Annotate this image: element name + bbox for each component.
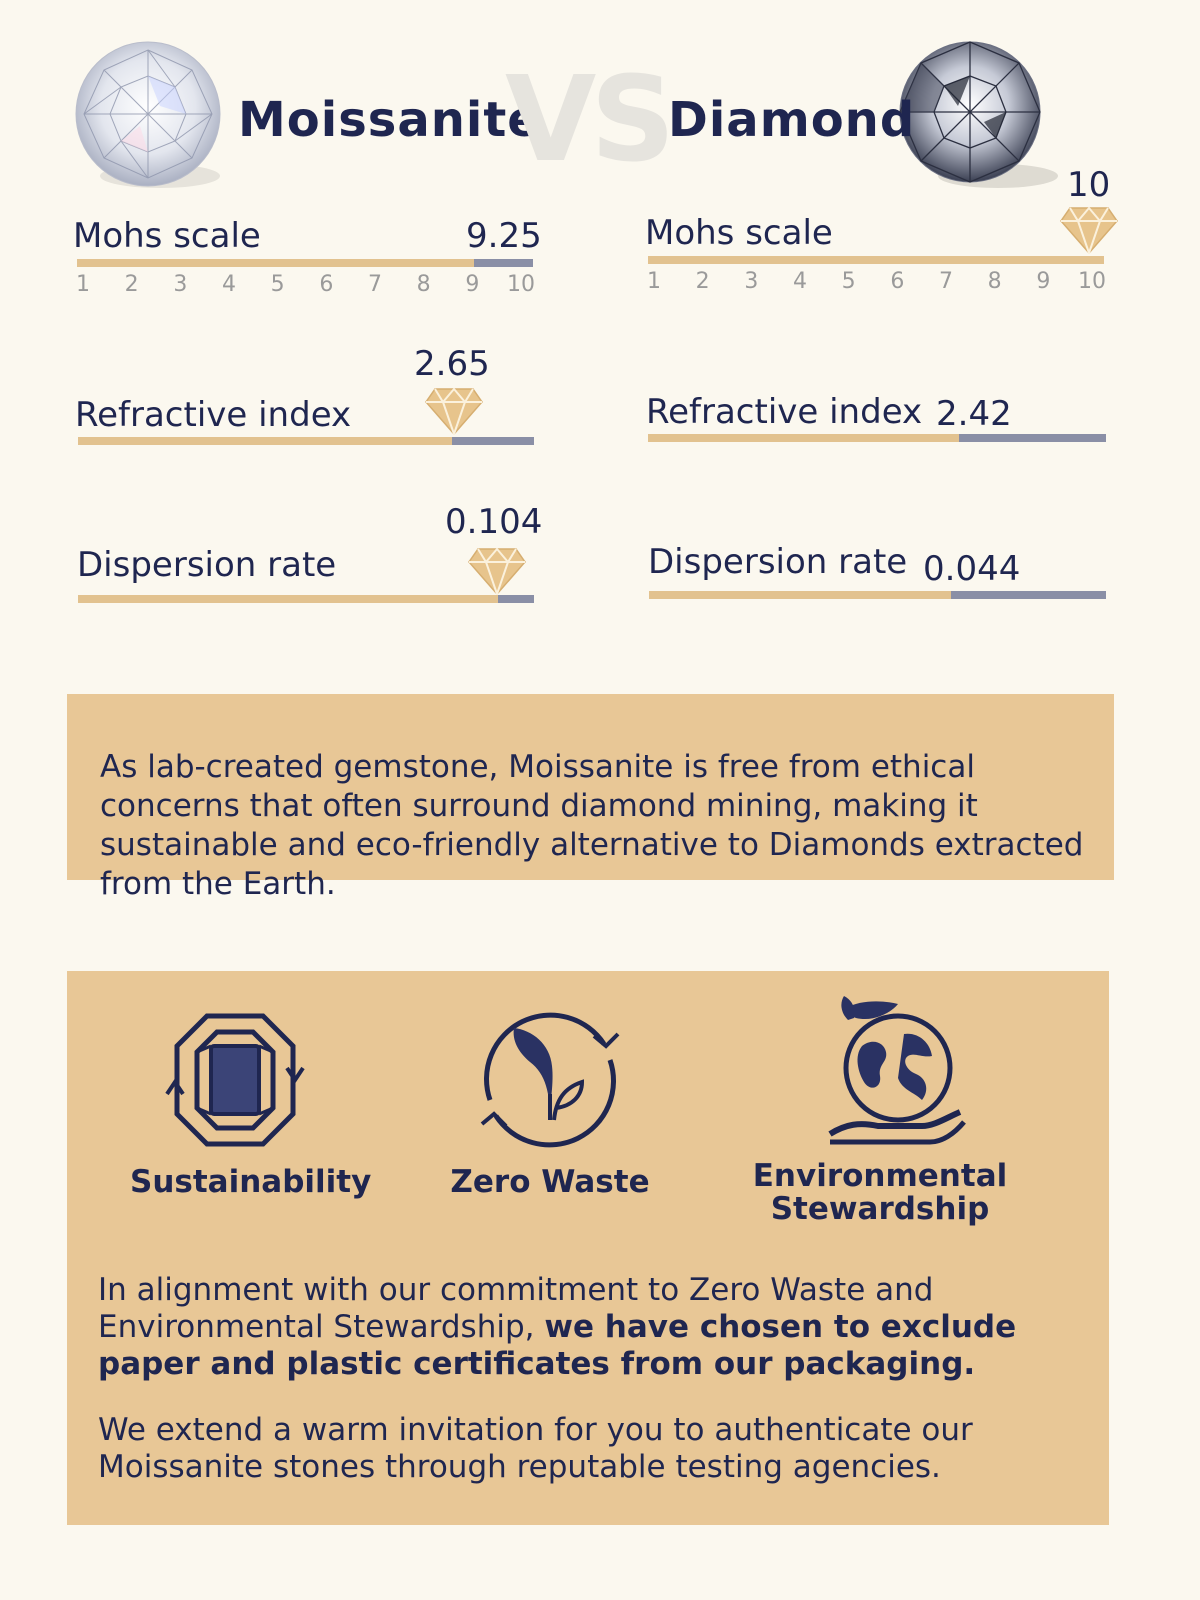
moissanite-dispersion-bar-fill bbox=[78, 595, 498, 603]
diamond-dispersion-label: Dispersion rate bbox=[648, 542, 908, 582]
moissanite-mohs-label: Mohs scale bbox=[73, 216, 261, 256]
diamond-mohs-bar-fill bbox=[648, 256, 1104, 264]
moissanite-refractive-bar bbox=[78, 437, 534, 445]
moissanite-mohs-bar bbox=[77, 259, 533, 267]
moissanite-gem-image bbox=[70, 36, 230, 196]
moissanite-mohs-tick-6: 6 bbox=[319, 272, 334, 297]
diamond-title: Diamond bbox=[668, 92, 916, 148]
leaf-recycle-icon bbox=[470, 1004, 630, 1156]
diamond-mohs-value: 10 bbox=[1067, 165, 1111, 205]
vs-watermark: VS bbox=[505, 50, 670, 188]
moissanite-dispersion-diamond-marker-icon bbox=[468, 547, 526, 595]
diamond-refractive-value: 2.42 bbox=[936, 394, 1012, 434]
diamond-mohs-label: Mohs scale bbox=[645, 213, 833, 253]
moissanite-refractive-diamond-marker-icon bbox=[425, 387, 483, 435]
moissanite-refractive-value: 2.65 bbox=[414, 344, 490, 384]
feature-label-environmental-stewardship: Environmental Stewardship bbox=[752, 1158, 1008, 1227]
moissanite-refractive-bar-fill bbox=[78, 437, 452, 445]
moissanite-mohs-tick-4: 4 bbox=[222, 272, 236, 297]
moissanite-mohs-tick-5: 5 bbox=[270, 272, 285, 297]
globe-hand-leaf-icon bbox=[826, 994, 966, 1146]
diamond-dispersion-bar bbox=[649, 591, 1106, 599]
diamond-mohs-tick-4: 4 bbox=[793, 269, 807, 294]
feature-label-sustainability: Sustainability bbox=[130, 1164, 372, 1200]
invitation-paragraph: We extend a warm invitation for you to authenticate our Moissanite stones through reputable testing agencies. bbox=[98, 1412, 973, 1485]
moissanite-title: Moissanite bbox=[238, 92, 541, 148]
diamond-mohs-tick-2: 2 bbox=[695, 269, 710, 294]
diamond-mohs-tick-10: 10 bbox=[1078, 269, 1106, 294]
diamond-mohs-tick-7: 7 bbox=[939, 269, 953, 294]
moissanite-dispersion-value: 0.104 bbox=[445, 502, 543, 542]
diamond-mohs-bar bbox=[648, 256, 1104, 264]
moissanite-mohs-bar-fill bbox=[77, 259, 474, 267]
moissanite-mohs-tick-7: 7 bbox=[368, 272, 382, 297]
moissanite-mohs-value: 9.25 bbox=[466, 216, 542, 256]
moissanite-mohs-tick-8: 8 bbox=[416, 272, 431, 297]
moissanite-mohs-tick-1: 1 bbox=[76, 272, 90, 297]
diamond-dispersion-bar-fill bbox=[649, 591, 951, 599]
diamond-refractive-bar bbox=[648, 434, 1106, 442]
diamond-mohs-tick-8: 8 bbox=[987, 269, 1002, 294]
moissanite-mohs-tick-9: 9 bbox=[465, 272, 480, 297]
moissanite-mohs-tick-10: 10 bbox=[507, 272, 535, 297]
moissanite-mohs-tick-2: 2 bbox=[124, 272, 139, 297]
diamond-mohs-tick-6: 6 bbox=[890, 269, 905, 294]
emerald-gem-cycle-icon bbox=[165, 1012, 305, 1148]
moissanite-refractive-label: Refractive index bbox=[75, 395, 352, 435]
moissanite-mohs-scale-ticks bbox=[77, 272, 533, 298]
diamond-mohs-tick-9: 9 bbox=[1036, 269, 1051, 294]
diamond-refractive-label: Refractive index bbox=[646, 392, 923, 432]
ethics-note-text: As lab-created gemstone, Moissanite is free from ethical concerns that often surround diamond mining, making it sustainable and eco-friendly alternative to Diamonds extracted from the Earth. bbox=[100, 749, 1084, 902]
commitment-paragraph: In alignment with our commitment to Zero Waste and Environmental Stewardship, we have chosen to exclude paper and plastic certificates from our packaging. bbox=[98, 1272, 1017, 1382]
diamond-refractive-bar-fill bbox=[648, 434, 959, 442]
moissanite-dispersion-bar bbox=[78, 595, 534, 603]
diamond-mohs-tick-1: 1 bbox=[647, 269, 661, 294]
moissanite-mohs-tick-3: 3 bbox=[173, 272, 188, 297]
feature-label-zero-waste: Zero Waste bbox=[450, 1164, 650, 1200]
diamond-mohs-diamond-marker-icon bbox=[1060, 206, 1118, 254]
diamond-mohs-tick-5: 5 bbox=[841, 269, 856, 294]
diamond-mohs-tick-3: 3 bbox=[744, 269, 759, 294]
diamond-dispersion-value: 0.044 bbox=[923, 549, 1021, 589]
diamond-mohs-scale-ticks bbox=[648, 269, 1104, 295]
moissanite-dispersion-label: Dispersion rate bbox=[77, 545, 337, 585]
